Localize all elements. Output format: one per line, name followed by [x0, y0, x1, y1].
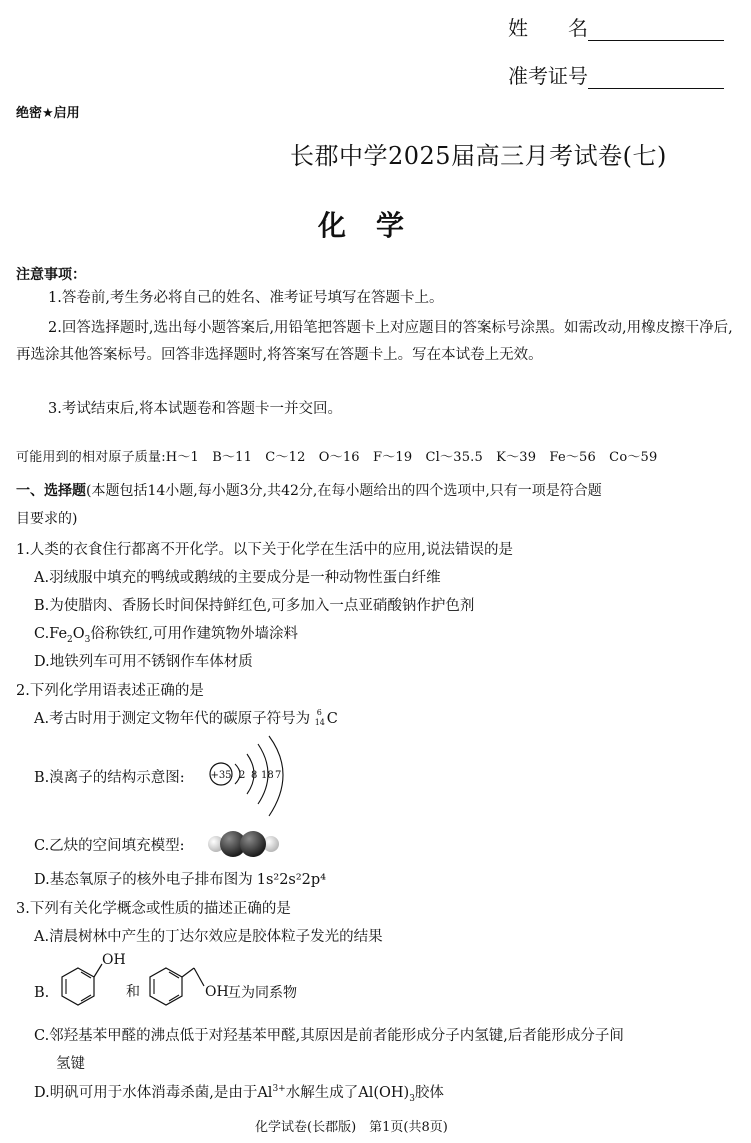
shell-count-3: 18	[261, 770, 274, 781]
q2-option-c-text: C.乙炔的空间填充模型:	[34, 838, 185, 854]
nuclide-index	[315, 710, 327, 728]
q2-d-formula: 1s²2s²2p⁴	[256, 872, 326, 888]
phenol-oh-bond	[94, 964, 102, 977]
exam-id-blank-line	[588, 66, 724, 89]
page-footer: 化学试卷(长郡版) 第1页(共8页)	[255, 1120, 448, 1135]
q3-d-pre: D.明矾可用于水体消毒杀菌,是由于Al	[34, 1085, 273, 1101]
q3-d-sup: 3+	[272, 1084, 286, 1095]
nucleus-charge: +35	[210, 770, 232, 781]
q2-stem: 2.下列化学用语表述正确的是	[16, 683, 204, 699]
section-heading-line	[16, 480, 602, 500]
q1-c-post: 俗称铁红,可用作建筑物外墙涂料	[90, 626, 299, 642]
section-heading: 一、选择题	[16, 483, 86, 499]
notice-item-2: 2.回答选择题时,选出每小题答案后,用铅笔把答题卡上对应题目的答案标号涂黑。如需改动,用橡皮擦干净后,再选涂其他答案标号。回答非选择题时,将答案写在答题卡上。写在本试卷上无效。	[16, 320, 733, 363]
acetylene-space-filling-model	[205, 826, 285, 862]
phenol-ring	[62, 968, 94, 1005]
q3-d-post: 胶体	[414, 1085, 444, 1101]
q3-option-d	[34, 1081, 444, 1104]
name-field	[508, 12, 724, 41]
ch2-bond-2	[194, 968, 204, 986]
homolog-label: 互为同系物	[227, 985, 297, 1001]
subject-title: 化学	[318, 209, 435, 242]
exam-id-label: 准考证号	[508, 64, 588, 88]
q3-d-sub: 3	[409, 1093, 415, 1104]
q3-d-mid: 水解生成了Al(OH)	[285, 1085, 410, 1101]
name-blank-line	[588, 18, 724, 41]
q3-structures	[46, 950, 326, 1025]
section-desc-line2: 目要求的)	[16, 511, 78, 527]
nuclide-z: 14	[314, 718, 325, 727]
q1-c-pre: C.Fe	[34, 626, 68, 642]
q1-option-c	[34, 622, 298, 645]
q2-option-d	[34, 868, 326, 889]
ch2-bond-1	[182, 968, 194, 977]
bromide-structure-diagram	[205, 734, 300, 824]
exam-title: 长郡中学2025届高三月考试卷(七)	[290, 142, 667, 170]
shell-count-2: 8	[251, 770, 258, 781]
q2-option-a	[34, 707, 338, 728]
section-desc-line1: (本题包括14小题,每小题3分,共42分,在每小题给出的四个选项中,只有一项是符合题	[86, 483, 602, 499]
q1-c-sub1: 2	[67, 634, 73, 645]
q3-option-a: A.清晨树林中产生的丁达尔效应是胶体粒子发光的结果	[34, 929, 383, 945]
q3-option-b-label: B.	[34, 985, 50, 1001]
notice-item-3: 3.考试结束后,将本试题卷和答题卡一并交回。	[48, 401, 342, 417]
q1-option-d: D.地铁列车可用不锈钢作车体材质	[34, 654, 253, 670]
atomic-masses: 可能用到的相对原子质量:H～1 B～11 C～12 O～16 F～19 Cl～35.5 K～39 Fe～56 Co～59	[16, 450, 658, 465]
q1-c-sub2: 3	[84, 634, 91, 645]
phenol-oh-label: OH	[102, 952, 126, 968]
nuclide-mass: 6	[316, 708, 322, 717]
q1-c-mid: O	[72, 626, 85, 642]
q3-option-c-line1: C.邻羟基苯甲醛的沸点低于对羟基苯甲醛,其原因是前者能形成分子内氢键,后者能形成分子间	[34, 1028, 624, 1044]
name-label: 姓 名	[508, 16, 588, 40]
q1-option-b: B.为使腊肉、香肠长时间保持鲜红色,可多加入一点亚硝酸钠作护色剂	[34, 598, 475, 614]
q3-stem: 3.下列有关化学概念或性质的描述正确的是	[16, 901, 291, 917]
q1-stem: 1.人类的衣食住行都离不开化学。以下关于化学在生活中的应用,说法错误的是	[16, 542, 513, 558]
shell-count-4: 7	[275, 770, 282, 781]
q1-option-a: A.羽绒服中填充的鸭绒或鹅绒的主要成分是一种动物性蛋白纤维	[34, 570, 441, 586]
nuclide-symbol: C	[326, 711, 338, 727]
q2-a-text: A.考古时用于测定文物年代的碳原子符号为	[34, 711, 311, 727]
notice-item-1: 1.答卷前,考生务必将自己的姓名、准考证号填写在答题卡上。	[48, 290, 444, 306]
secret-label: 绝密★启用	[16, 106, 80, 121]
exam-id-field	[508, 60, 724, 89]
q2-d-text: D.基态氧原子的核外电子排布图为	[34, 872, 253, 888]
and-label: 和	[126, 984, 140, 1000]
notice-heading: 注意事项：	[16, 267, 86, 283]
carbon-atom-right	[240, 831, 266, 857]
benzyl-oh-label: OH	[205, 984, 229, 1000]
shell-count-1: 2	[239, 770, 246, 781]
q2-option-b-text: B.溴离子的结构示意图:	[34, 770, 185, 786]
q3-option-c-line2: 氢键	[56, 1056, 85, 1072]
benzyl-alcohol-ring	[150, 968, 182, 1005]
